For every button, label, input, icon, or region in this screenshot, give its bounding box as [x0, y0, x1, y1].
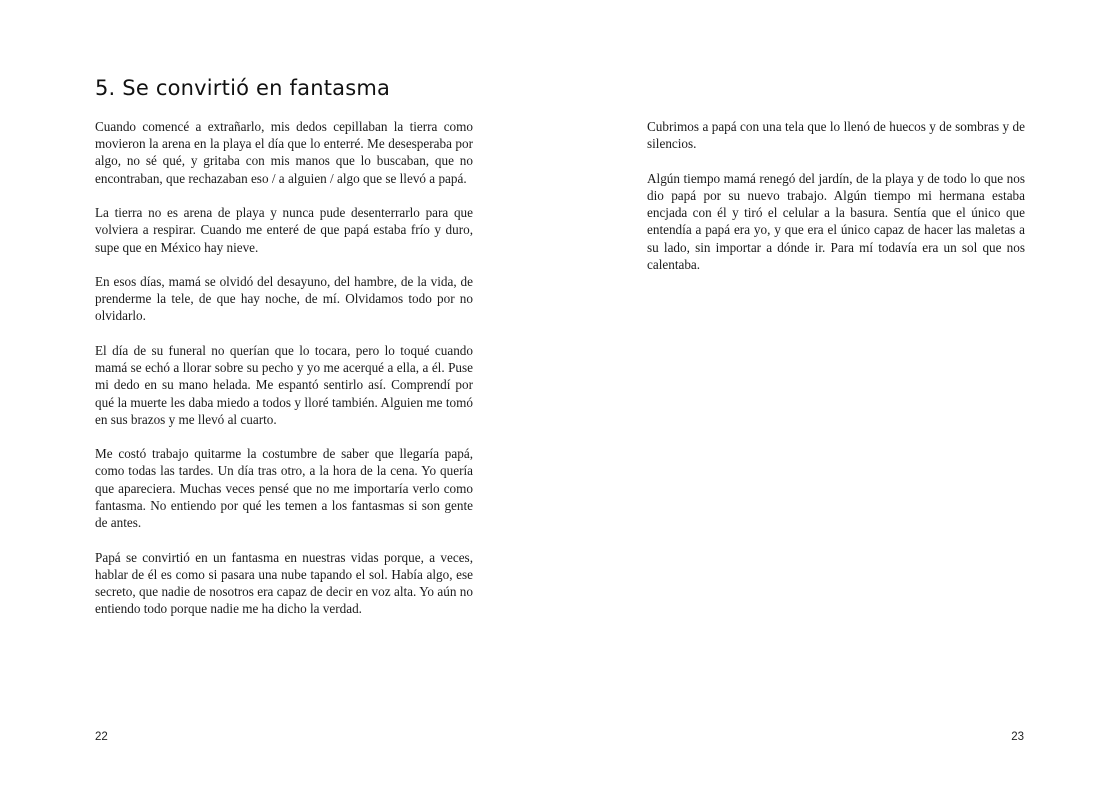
paragraph: Papá se convirtió en un fantasma en nuestras vidas porque, a veces, hablar de él es como si pasara una nube tapando el sol. Había algo, ese secreto, que nadie de nosotros era capaz de decir en voz alta. Yo aún no entiendo todo porque nadie me ha dicho la verdad.	[95, 549, 473, 617]
page-number-right: 23	[1011, 731, 1024, 743]
paragraph: Algún tiempo mamá renegó del jardín, de la playa y de todo lo que nos dio papá por su nuevo trabajo. Algún tiempo mi hermana estaba encjada con él y tiró el celular a la basura. Sentía que el único que entendía a papá era yo, y que era el único capaz de hacer las maletas a su lado, sin importar a dónde ir. Para mí todavía era un sol que nos calentaba.	[647, 170, 1025, 272]
paragraph: Cubrimos a papá con una tela que lo llenó de huecos y de sombras y de silencios.	[647, 119, 1025, 152]
chapter-title: 5. Se convirtió en fantasma	[95, 76, 391, 100]
paragraph: Cuando comencé a extrañarlo, mis dedos cepillaban la tierra como movieron la arena en la playa el día que lo enterré. Me desesperaba por algo, no sé qué, y gritaba con mis manos que lo buscaban, que no encontraban, que rechazaban eso / a alguien / algo que se llevó a papá.	[95, 119, 473, 186]
paragraph: En esos días, mamá se olvidó del desayuno, del hambre, de la vida, de prenderme la tele, de que hay noche, de mí. Olvidamos todo por no olvidarlo.	[95, 274, 473, 324]
paragraph: Me costó trabajo quitarme la costumbre de saber que llegaría papá, como todas las tardes. Un día tras otro, a la hora de la cena. Yo quería que apareciera. Muchas veces pensé que no me importaría verlo como fantasma. No entiendo por qué les temen a los fantasmas si son gente de antes.	[95, 446, 473, 531]
paragraph: La tierra no es arena de playa y nunca pude desenterrarlo para que volviera a respirar. Cuando me enteré de que papá estaba frío y duro, supe que en México hay nieve.	[95, 205, 473, 255]
page-number-left: 22	[95, 731, 108, 743]
right-text-column	[647, 118, 1025, 290]
paragraph: El día de su funeral no querían que lo tocara, pero lo toqué cuando mamá se echó a llorar sobre su pecho y yo me acerqué a ella, a él. Puse mi dedo en su mano helada. Me espantó sentirlo así. Comprendí por qué la muerte les daba miedo a todos y lloré también. Alguien me tomó en sus brazos y me llevó al cuarto.	[95, 342, 473, 427]
right-page	[560, 0, 1119, 794]
left-text-column	[95, 118, 473, 635]
